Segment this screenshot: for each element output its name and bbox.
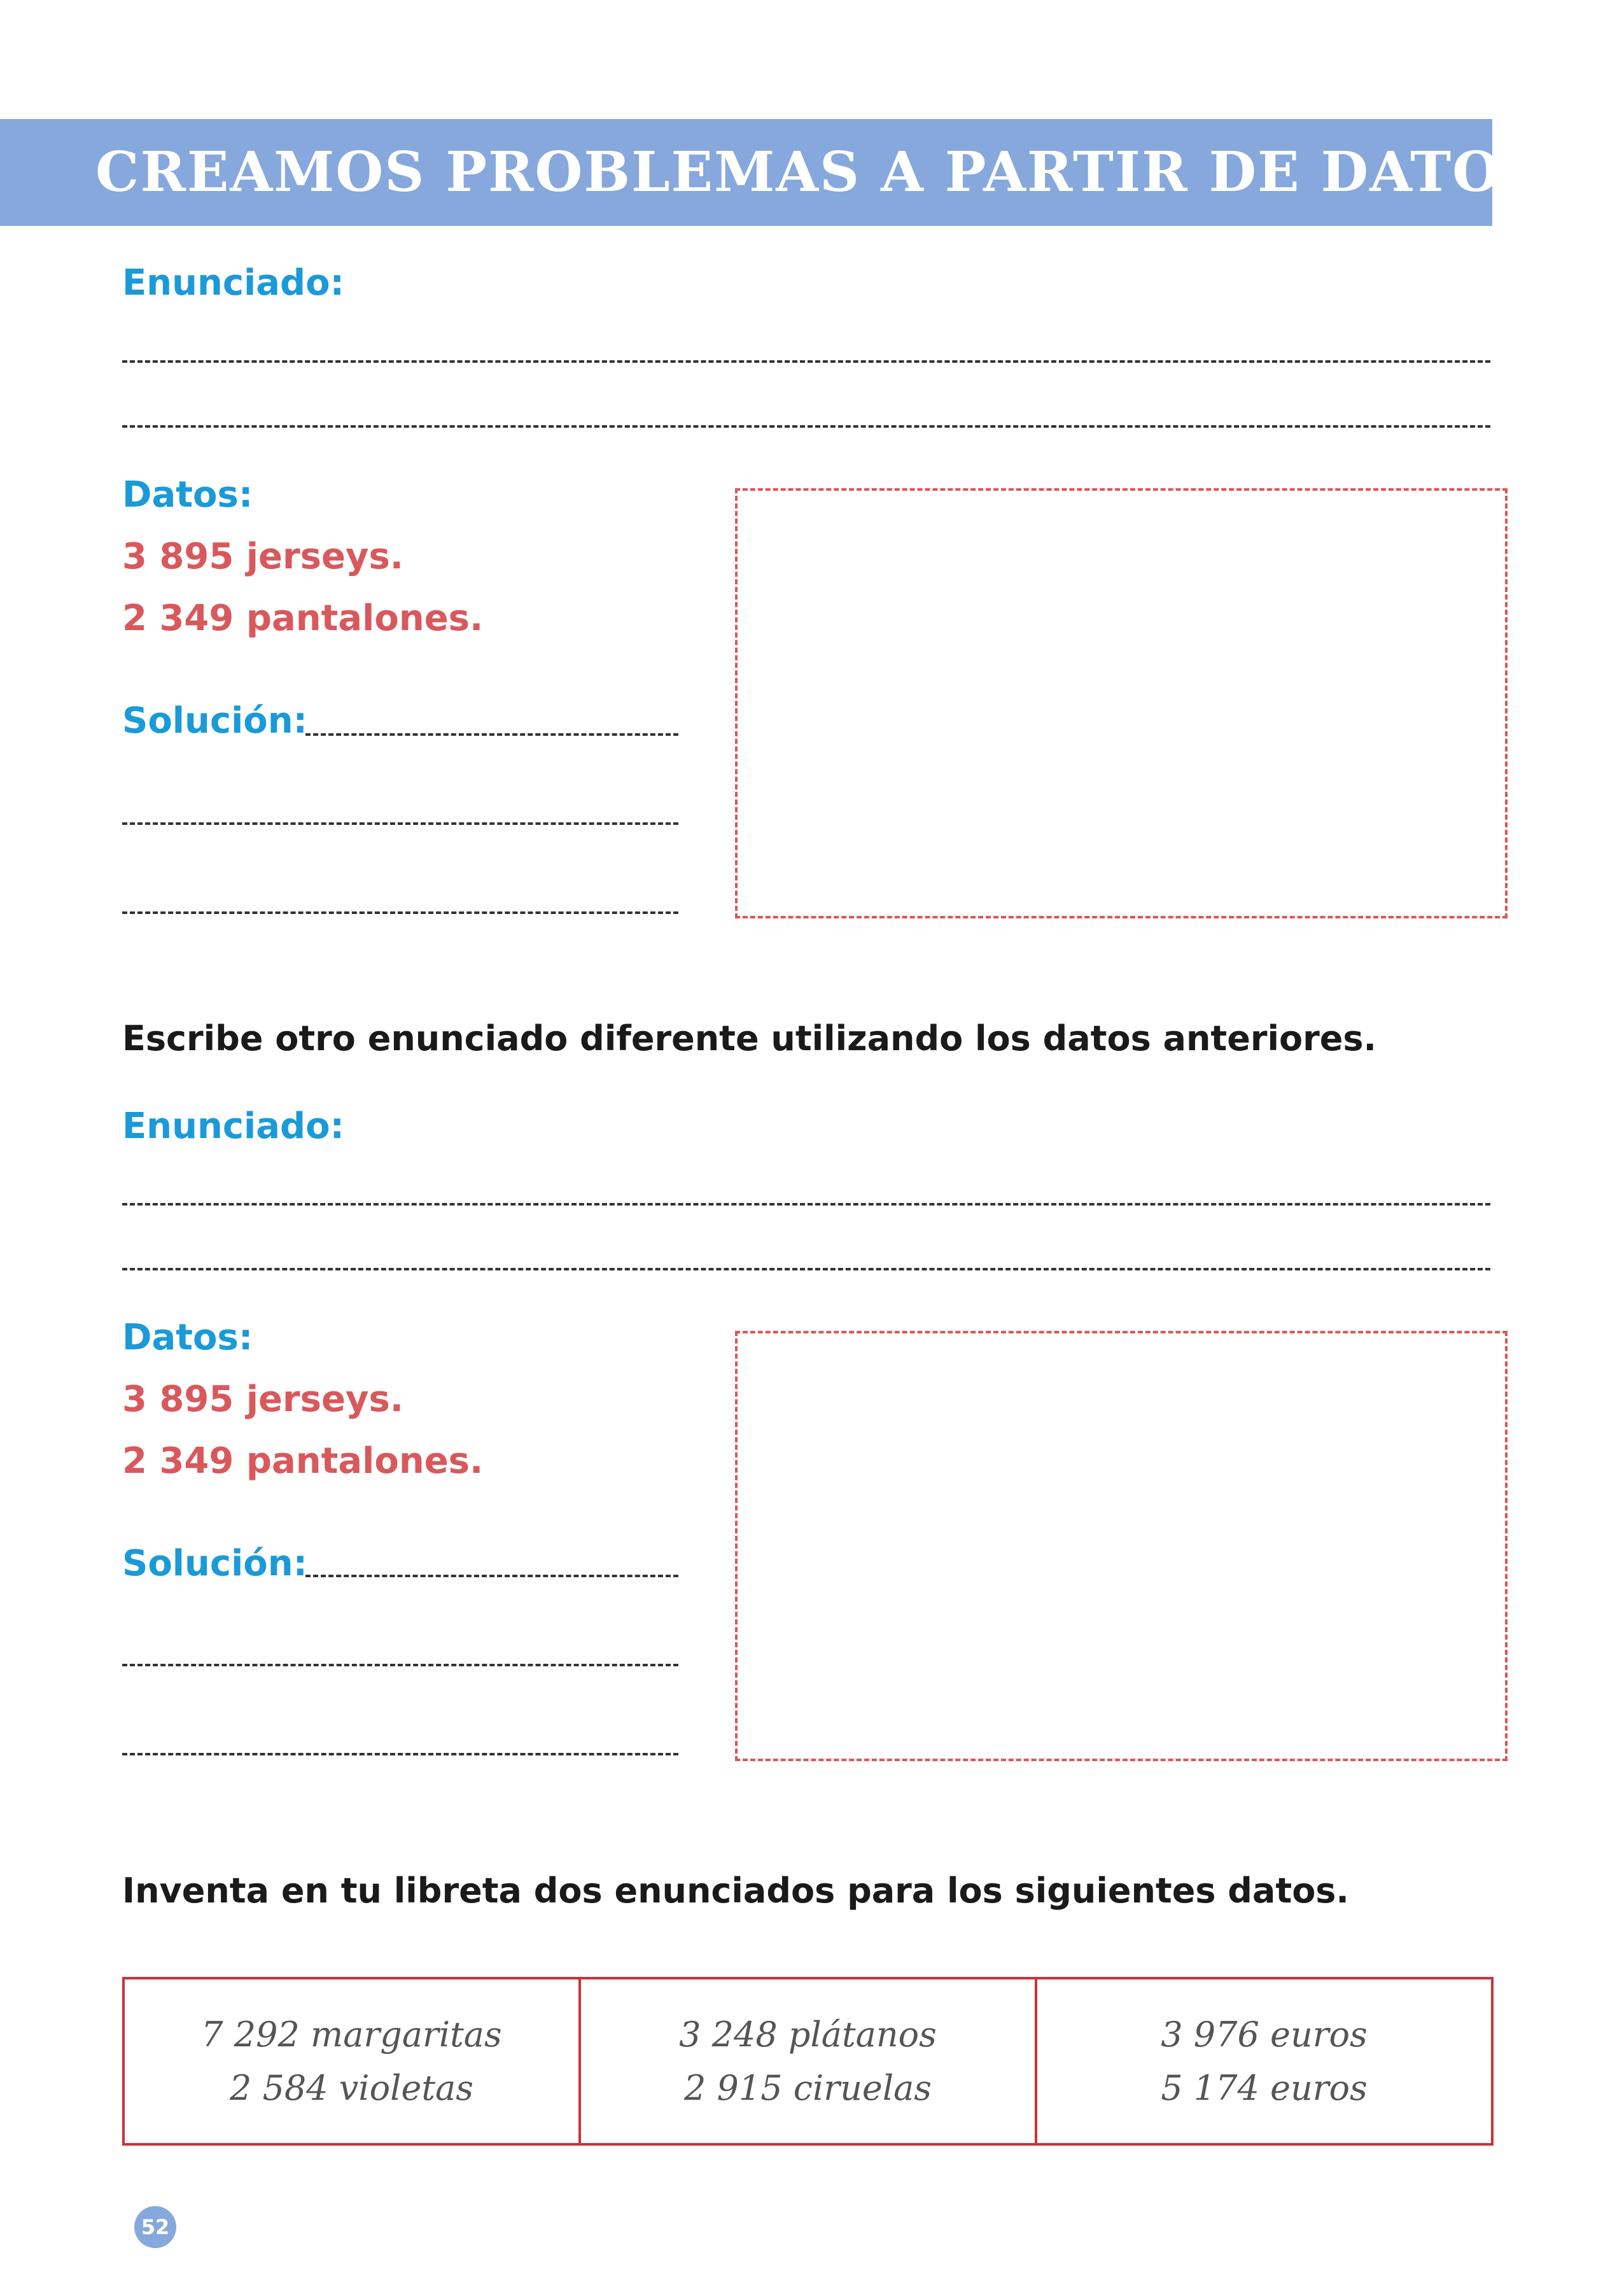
data-cell-line: 2 584 violetas — [230, 2067, 473, 2108]
solucion-line-2a[interactable] — [305, 1575, 678, 1577]
dato-pantalones-1: 2 349 pantalones. — [122, 598, 484, 639]
solucion-line-1c[interactable] — [122, 911, 678, 914]
data-cell-line: 5 174 euros — [1161, 2067, 1368, 2108]
page-number-badge: 52 — [134, 2206, 176, 2248]
solucion-label-2: Solución: — [122, 1543, 307, 1584]
dato-pantalones-2: 2 349 pantalones. — [122, 1440, 484, 1482]
dato-jerseys-2: 3 895 jerseys. — [122, 1379, 404, 1420]
datos-label-1: Datos: — [122, 474, 253, 516]
solucion-line-2c[interactable] — [122, 1753, 678, 1755]
data-cell-line: 7 292 margaritas — [201, 2014, 502, 2055]
solucion-label-1: Solución: — [122, 700, 307, 742]
work-box-1[interactable] — [735, 488, 1508, 918]
instruction-2: Inventa en tu libreta dos enunciados para los siguientes datos. — [122, 1871, 1349, 1911]
instruction-1: Escribe otro enunciado diferente utilizando los datos anteriores. — [122, 1018, 1376, 1058]
data-cell-line: 3 248 plátanos — [679, 2014, 937, 2055]
data-cell-flores — [125, 1979, 581, 2143]
data-cell-line: 2 915 ciruelas — [684, 2067, 932, 2108]
solucion-line-1b[interactable] — [122, 822, 678, 825]
solucion-line-2b[interactable] — [122, 1664, 678, 1666]
data-cell-line: 3 976 euros — [1161, 2014, 1368, 2055]
enunciado-line-1b[interactable] — [122, 425, 1490, 428]
title-banner — [0, 119, 1543, 226]
enunciado-line-1a[interactable] — [122, 360, 1490, 363]
data-cell-euros — [1037, 1979, 1491, 2143]
dato-jerseys-1: 3 895 jerseys. — [122, 536, 404, 577]
data-cell-frutas — [581, 1979, 1037, 2143]
enunciado-label-2: Enunciado: — [122, 1106, 344, 1147]
solucion-line-1a[interactable] — [305, 733, 678, 736]
enunciado-line-2a[interactable] — [122, 1203, 1490, 1206]
datos-label-2: Datos: — [122, 1317, 253, 1358]
enunciado-label-1: Enunciado: — [122, 262, 344, 304]
data-table — [122, 1977, 1494, 2146]
enunciado-line-2b[interactable] — [122, 1268, 1490, 1270]
page-title: CREAMOS PROBLEMAS A PARTIR DE DATOS — [95, 140, 1543, 204]
work-box-2[interactable] — [735, 1331, 1508, 1761]
